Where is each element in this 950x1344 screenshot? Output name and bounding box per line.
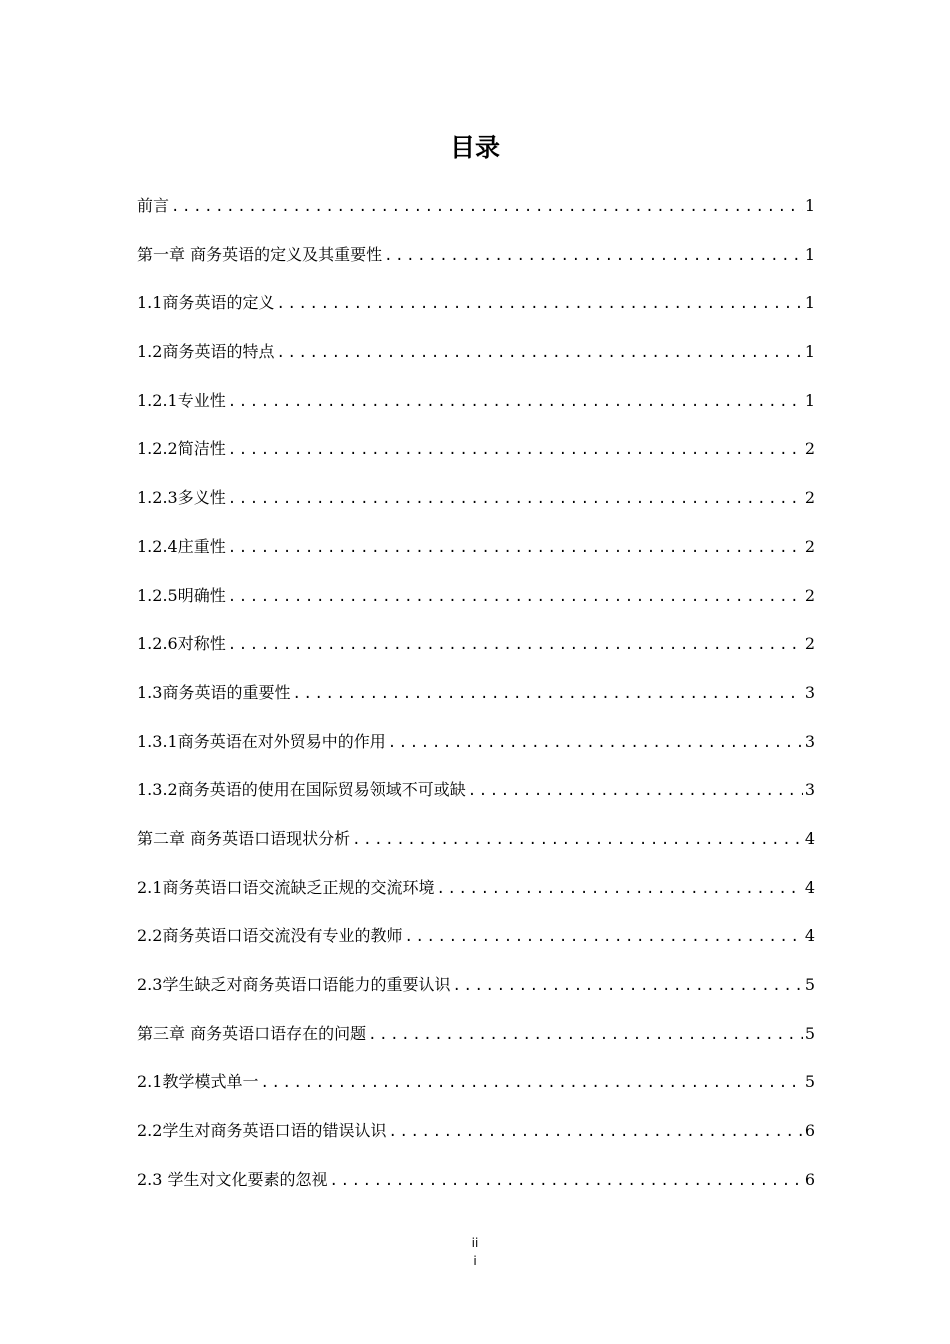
toc-entry[interactable] [137,827,815,876]
toc-entry[interactable] [137,1022,815,1071]
toc-dot-leader [226,390,803,414]
toc-entry-label: 第二章 商务英语口语现状分析 [137,828,351,848]
toc-entry-label: 1.3商务英语的重要性 [137,682,291,702]
toc-entry-page-number: 2 [804,536,815,556]
toc-entry-page-number: 1 [804,244,815,264]
toc-dot-leader [258,1071,802,1095]
toc-dot-leader [450,974,802,998]
toc-entry-label: 第三章 商务英语口语存在的问题 [137,1023,367,1043]
toc-entry-page-number: 2 [804,634,815,654]
toc-entry-label: 2.2商务英语口语交流没有专业的教师 [137,926,403,946]
toc-entry[interactable] [137,389,815,438]
toc-entry[interactable] [137,778,815,827]
toc-entry-page-number: 1 [804,390,815,410]
toc-entry-label: 1.1商务英语的定义 [137,293,275,313]
toc-entry-label: 1.2商务英语的特点 [137,342,275,362]
toc-dot-leader [402,925,802,949]
toc-entry-page-number: 1 [804,342,815,362]
toc-dot-leader [226,487,803,511]
toc-entry-page-number: 3 [804,731,815,751]
toc-dot-leader [466,779,803,803]
toc-dot-leader [290,682,802,706]
toc-entry[interactable] [137,973,815,1022]
toc-entry[interactable] [137,340,815,389]
toc-dot-leader [274,341,802,365]
toc-entry[interactable] [137,243,815,292]
toc-entry-page-number: 4 [804,877,815,897]
toc-dot-leader [434,877,802,901]
footer-page-number: i [473,1254,477,1268]
toc-dot-leader [382,244,803,268]
toc-entry-label: 1.2.2简洁性 [137,439,226,459]
toc-dot-leader [226,536,803,560]
toc-dot-leader [226,633,803,657]
toc-dot-leader [386,1120,802,1144]
toc-entry-page-number: 5 [804,975,815,994]
toc-entry-label: 前言 [137,196,170,215]
toc-dot-leader [350,828,803,852]
toc-entry-page-number: 1 [804,196,815,215]
toc-dot-leader [226,585,803,609]
toc-entry-label: 2.2学生对商务英语口语的错误认识 [137,1121,387,1141]
toc-entry-page-number: 5 [804,1072,815,1092]
toc-entry-label: 2.3 学生对文化要素的忽视 [137,1169,328,1189]
toc-entry[interactable] [137,1168,815,1217]
toc-entry-page-number: 2 [804,488,815,508]
toc-entry[interactable] [137,535,815,584]
toc-entry-page-number: 2 [804,585,815,605]
toc-entry[interactable] [137,1070,815,1119]
toc-dot-leader [366,1023,803,1047]
toc-entry-label: 1.2.6对称性 [137,634,226,654]
toc-entry[interactable] [137,876,815,925]
toc-entry[interactable] [137,1119,815,1168]
toc-dot-leader [274,292,802,316]
toc-entry-page-number: 4 [804,926,815,946]
toc-entry-label: 1.3.1商务英语在对外贸易中的作用 [137,731,386,751]
toc-entry-label: 2.3学生缺乏对商务英语口语能力的重要认识 [137,975,451,994]
toc-entry-label: 1.2.3多义性 [137,488,226,508]
toc-entry-label: 第一章 商务英语的定义及其重要性 [137,244,383,264]
toc-entry[interactable] [137,632,815,681]
toc-entry[interactable] [137,681,815,730]
toc-entry-label: 1.2.4庄重性 [137,536,226,556]
toc-entry-label: 1.3.2商务英语的使用在国际贸易领域不可或缺 [137,780,466,800]
toc-entry-label: 1.2.5明确性 [137,585,226,605]
toc-entry-page-number: 4 [804,828,815,848]
toc-dot-leader [226,438,803,462]
toc-entry[interactable] [137,291,815,340]
page-title: 目录 [449,133,500,162]
toc-entry[interactable] [137,584,815,633]
toc-entry[interactable] [137,730,815,779]
table-of-contents [137,194,815,1216]
footer-page-number-roman: ii [471,1236,479,1250]
toc-dot-leader [169,195,803,219]
toc-entry-page-number: 1 [804,293,815,313]
toc-entry-page-number: 3 [804,682,815,702]
toc-entry-page-number: 3 [804,780,815,800]
toc-entry-page-number: 2 [804,439,815,459]
toc-entry[interactable] [137,437,815,486]
toc-dot-leader [328,1169,803,1193]
toc-entry-page-number: 6 [804,1169,815,1189]
toc-dot-leader [386,731,803,755]
toc-entry-label: 1.2.1专业性 [137,390,226,410]
toc-entry-label: 2.1教学模式单一 [137,1072,259,1092]
toc-entry[interactable] [137,486,815,535]
toc-entry-page-number: 5 [804,1023,815,1043]
toc-entry[interactable] [137,924,815,973]
toc-entry-page-number: 6 [804,1121,815,1141]
toc-entry-label: 2.1商务英语口语交流缺乏正规的交流环境 [137,877,435,897]
toc-entry[interactable] [137,194,815,243]
